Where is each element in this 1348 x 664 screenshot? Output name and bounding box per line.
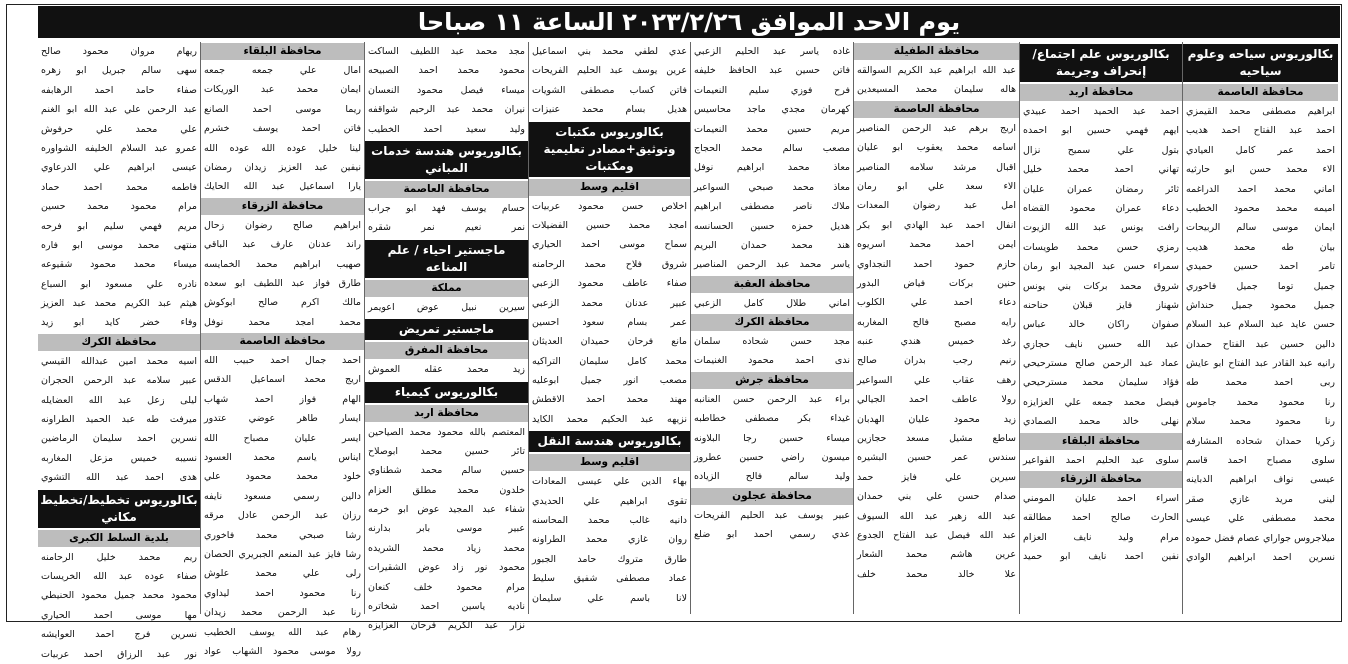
name-entry: صدام حسن علي بني حمدان [857, 491, 1016, 503]
name-entry: ربى احمد محمد طه [1186, 377, 1335, 389]
region-heading: محافظة الزرقاء [1020, 471, 1182, 488]
region-heading: محافظة عجلون [691, 488, 853, 505]
region-heading: محافظة العاصمة [365, 181, 528, 198]
name-entry: عمر بسام سعود احسين [532, 316, 687, 328]
name-entry: ليلى زعل عبد الله العضايله [41, 394, 197, 406]
name-entry: الحارث صالح احمد مطالقه [1023, 512, 1179, 524]
name-entry: انفال احمد عبد الهادي ابو بكر [857, 219, 1016, 231]
name-entry: دالين رسمي مسعود نايفه [204, 490, 361, 502]
name-entry: مهند محمد احمد الاقطش [532, 394, 687, 406]
name-entry: عيسى نواف ابراهيم الدباينه [1186, 474, 1335, 486]
section-heading: بكالوريوس هندسة خدمات المباني [365, 141, 528, 179]
name-entry: مرام وليد نايف العزام [1023, 531, 1179, 543]
name-entry: رنيم رجب بدران صالح [857, 355, 1016, 367]
name-entry: سماح موسى احمد الحياري [532, 239, 687, 251]
name-entry: عبد الله حسين نايف حجازي [1023, 338, 1179, 350]
section-heading: ماجستير تمريض [365, 319, 528, 340]
name-entry: حسن عايد عبد السلام عبد السلام [1186, 319, 1335, 331]
name-entry: فيصل محمد جمعه علي العزايزه [1023, 396, 1179, 408]
column-8 [38, 42, 200, 660]
name-entry: محمود نور زاد عوض الشقيرات [368, 562, 525, 574]
name-entry: اريج برهم عبد الرحمن المناصير [857, 122, 1016, 134]
name-entry: دالين حسين عبد الفتاح حمدان [1186, 338, 1335, 350]
name-entry: عبد الرحمن علي عبد الله ابو الغنم [41, 104, 197, 116]
name-entry: صفوان راكان خالد عباس [1023, 319, 1179, 331]
name-entry: الاء محمد حسن ابو حارثيه [1186, 164, 1335, 176]
name-entry: ابراهيم صالح رضوان زحال [204, 219, 361, 231]
name-entry: ابراهيم مصطفى محمد القيمزي [1186, 106, 1335, 117]
name-entry: عماد مصطفى شفيق سليط [532, 573, 687, 585]
name-entry: امل عبد رضوان المعدات [857, 200, 1016, 212]
name-entry: وفاء خضر كايد ابو زيد [41, 317, 197, 329]
name-entry: اسامه محمد يعقوب ابو عليان [857, 142, 1016, 154]
name-entry: ناديه ياسين احمد شخاتره [368, 601, 525, 613]
name-entry: هديل حمزه حسين الحسانسه [694, 220, 850, 232]
name-entry: محمد امجد محمد نوفل [204, 316, 361, 328]
page-title: يوم الاحد الموافق ٢٠٢٣/٢/٢٦ الساعة ١١ صباحا [38, 6, 1340, 38]
name-entry: رنا محمود محمد جاموس [1186, 396, 1335, 408]
region-heading: محافظة العاصمة [854, 101, 1019, 118]
name-entry: سمراء حسن عبد المجيد ابو رمان [1023, 261, 1179, 273]
name-entry: نزار عبد الكريم فرحان العزايزه [368, 620, 525, 632]
name-entry: هديل بسام محمد عنيزات [532, 104, 687, 116]
name-entry: مالك اكرم صالح ابوكوش [204, 297, 361, 309]
name-entry: ميلاجروس جواراي عصام فضل حموده [1185, 532, 1335, 544]
region-heading: اقليم وسط [529, 454, 690, 471]
name-entry: نادره علي مسعود ابو السباع [41, 278, 197, 290]
name-entry: عرين يوسف عبد الحليم الفريحات [532, 65, 687, 77]
name-entry: اميمه محمد محمود الخطيب [1186, 202, 1335, 214]
name-entry: عبد الله فيصل عبد الفتاح الجدوع [857, 529, 1016, 541]
column-3 [853, 42, 1019, 614]
name-entry: عمرو عبد السلام الخليفه الشواوره [41, 142, 197, 154]
name-entry: طارق فواز عبد اللطيف ابو سعده [204, 277, 361, 289]
name-entry: حنين بركات فياض البدور [857, 277, 1016, 289]
name-entry: رنا محمود محمد سلام [1186, 416, 1335, 428]
name-entry: مصعب سالم محمد الحجاج [694, 142, 850, 154]
name-entry: محمود محمد احمد الصبيحه [368, 65, 525, 77]
name-entry: المعتصم بالله محمود محمد الصياحين [368, 426, 525, 438]
name-entry: اماني محمد احمد الدراغمه [1186, 183, 1335, 195]
name-entry: مجد حسن شحاده سلمان [694, 336, 850, 348]
name-entry: بتول علي سميح نزال [1023, 144, 1179, 156]
name-entry: دانيه غالب محمد المحاسنه [532, 515, 687, 527]
name-entry: عرين هاشم محمد الشعار [857, 549, 1016, 561]
name-entry: تائر حسين محمد ابوصلاح [368, 445, 525, 457]
region-heading: مملكة [365, 280, 528, 297]
name-entry: تامر احمد حسين حميدي [1186, 261, 1335, 273]
name-entry: نسيبه خميس مزعل المغاربه [41, 452, 197, 464]
region-heading: محافظة المفرق [365, 342, 528, 359]
name-entry: رمزي حسن محمد طويسات [1023, 241, 1179, 253]
name-entry: امجد محمد حسين الفضيلات [532, 219, 687, 231]
name-entry: احمد عبد الحميد احمد عبيدي [1023, 106, 1179, 117]
name-entry: ايمن احمد محمد اسريوه [857, 239, 1016, 251]
name-entry: محمود محمد جميل محمود الحنيطي [41, 590, 197, 602]
region-heading: محافظة اربد [1020, 84, 1182, 101]
name-entry: اسيه محمد امين عبدالله القيسي [41, 355, 197, 367]
region-heading: محافظة الطفيلة [854, 43, 1019, 60]
name-entry: هاله سليمان محمد المسيعدين [857, 84, 1016, 96]
name-entry: نزيهه عبد الحكيم محمد الكايد [532, 413, 687, 425]
name-entry: غيداء بكر مصطفى خطاطبه [694, 413, 850, 425]
name-entry: لينى مريد غازي صقر [1186, 493, 1335, 505]
name-entry: وليد سعيد احمد الخطيب [368, 123, 525, 135]
name-entry: ندى احمد محمود الغنيمات [694, 355, 850, 367]
name-entry: رنا محمود احمد ليداوي [204, 587, 361, 599]
name-entry: عبد الله زهير عبد الله السيوف [857, 510, 1016, 522]
name-entry: فرح فوزي سليم النعيمات [694, 84, 850, 96]
name-entry: رغد خميس هندي عنبه [857, 336, 1016, 348]
name-entry: سلوى مصباح احمد قاسم [1186, 455, 1335, 467]
name-entry: ايمان موسى سالم الربيحات [1186, 222, 1335, 234]
name-entry: ساطع مشيل مسعد حجازين [857, 433, 1016, 445]
name-entry: رنا عبد الرحمن محمد زيدان [204, 607, 361, 619]
name-entry: عماد عبد الرحمن صالح مسترحيحي [1023, 358, 1179, 370]
name-entry: دعاء عمران محمود القضاه [1023, 202, 1179, 214]
name-entry: غاده ياسر عبد الحليم الزعبي [694, 46, 850, 57]
name-entry: تقوى ابراهيم علي الحديدي [532, 495, 687, 507]
name-entry: ملاك ناصر مصطفى ابراهيم [694, 201, 850, 213]
name-entry: اسراء احمد عليان المومني [1023, 493, 1179, 505]
name-entry: بيان طه محمد هديب [1186, 241, 1335, 253]
section-heading: بكالوريوس كيمياء [365, 382, 528, 403]
name-entry: مجد محمد عبد اللطيف الساكت [368, 46, 525, 57]
name-entry: رشا فايز عبد المنعم الجبريري الحصان [204, 548, 361, 560]
name-entry: لينا خليل عوده الله عوده الله [204, 142, 361, 154]
name-entry: ريم محمد خليل الرحامنه [41, 551, 197, 563]
name-entry: شهناز فايز قبلان حناحنه [1023, 299, 1179, 311]
name-entry: عدي رسمي احمد ابو ضلع [694, 529, 850, 541]
name-entry: ايناس ياسم محمد العسود [204, 452, 361, 464]
name-entry: ميساء حسين رجا البلاونه [694, 432, 850, 444]
name-entry: دعاء احمد علي الكلوب [857, 297, 1016, 309]
name-entry: اريج محمد اسماعيل الدقس [204, 374, 361, 386]
name-entry: معاذ محمد صبحي السواعير [694, 181, 850, 193]
section-heading: ماجستير احياء / علم المناعه [365, 240, 528, 278]
region-heading: محافظة البلقاء [201, 43, 364, 60]
name-entry: شروق محمد بركات بني يونس [1023, 280, 1179, 292]
name-entry: كهرمان مجدي ماجد محاسيس [694, 104, 850, 116]
name-entry: عبير موسى بابر بدارنه [368, 523, 525, 535]
column-2 [1019, 42, 1182, 614]
name-entry: مريم حسين محمد النعيمات [694, 123, 850, 135]
name-entry: علي محمد علي حرفوش [41, 123, 197, 135]
name-entry: ميسون راضي حسين عطروز [694, 452, 850, 464]
name-entry: حسام يوسف فهد ابو جراب [368, 202, 525, 214]
region-heading: محافظة الكرك [38, 334, 200, 351]
name-entry: نفين احمد نايف ابو حميد [1023, 551, 1179, 563]
name-entry: صهيب ابراهيم محمد الخمايسه [204, 258, 361, 270]
name-entry: فاتن احمد يوسف خشرم [204, 123, 361, 135]
name-entry: سهى سالم جبريل ابو زهره [41, 65, 197, 77]
name-entry: يارا اسماعيل عبد الله الحايك [204, 181, 361, 193]
name-entry: مريم فهمي سليم ابو فرحه [41, 220, 197, 232]
name-entry: رانيه عبد القادر عبد الفتاح ابو عايش [1186, 358, 1335, 370]
name-entry: جميل محمود جميل حنداش [1186, 299, 1335, 311]
name-entry: اماني طلال كامل الزعبي [694, 297, 850, 309]
name-entry: نسرين فرج احمد العوايشه [41, 629, 197, 641]
name-entry: ايسار طاهر عوضي عتدور [204, 413, 361, 425]
name-entry: منتهى محمد موسى ابو فاره [41, 239, 197, 251]
name-entry: زيد محمد عقله العموش [368, 364, 525, 376]
name-entry: تهاني احمد محمد خليل [1023, 164, 1179, 176]
name-entry: احمد عبد الفتاح احمد هديب [1186, 125, 1335, 137]
name-entry: الهام فواز احمد شهاب [204, 393, 361, 405]
name-entry: رايه مصبح فالح المغاربه [857, 316, 1016, 328]
name-entry: مرام محمود خلف كنعان [368, 581, 525, 593]
column-5 [528, 42, 690, 614]
region-heading: محافظة اربد [365, 405, 528, 422]
name-entry: ريهام مروان محمود صالح [41, 46, 197, 57]
name-entry: عبير سلامه عبد الرحمن الحجران [41, 375, 197, 387]
name-entry: رهام عبد الله يوسف الخطيب [204, 626, 361, 638]
column-1 [1182, 42, 1338, 614]
name-entry: نيران محمد عبد الرحيم شواقفه [368, 104, 525, 116]
name-entry: فاطمه محمد احمد حماد [41, 181, 197, 193]
name-entry: رلى علي محمد علوش [204, 568, 361, 580]
name-entry: معاذ محمد ابراهيم نوفل [694, 162, 850, 174]
name-entry: هند محمد حمدان البريم [694, 239, 850, 251]
region-heading: محافظة الزرقاء [201, 198, 364, 215]
name-entry: صفاء عاطف محمود الزعبي [532, 278, 687, 290]
name-entry: مرام محمود محمد حسين [41, 201, 197, 213]
region-heading: محافظة جرش [691, 372, 853, 389]
name-entry: شفاء عبد المجيد عوض ابو خرمه [368, 504, 525, 516]
name-entry: وليد سالم فالح الزياده [694, 471, 850, 483]
name-entry: راند عدنان عارف عبد الباقي [204, 239, 361, 251]
region-heading: محافظة العاصمة [1183, 84, 1338, 101]
name-entry: سندس عمر حسين البشيره [857, 452, 1016, 464]
column-4 [690, 42, 853, 614]
name-entry: ثائر رمضان عمران عليان [1023, 183, 1179, 195]
name-entry: فاتن كساب مصطفى الشويات [532, 84, 687, 96]
name-entry: محمد مصطفى علي عيسى [1186, 513, 1335, 525]
section-heading: بكالوريوس تخطيط/تخطيط مكاني [38, 490, 200, 528]
name-entry: حسين سالم محمد شطناوي [368, 465, 525, 477]
name-entry: محمد كامل سليمان التراكيه [532, 355, 687, 367]
name-entry: سلوى عبد الحليم احمد الفواعير [1023, 454, 1179, 466]
name-entry: الاء سعد علي ابو رمان [857, 180, 1016, 192]
name-entry: ميرفت طه عبد الحميد الطراونه [41, 414, 197, 426]
name-entry: عبير عدنان محمد الزعبي [532, 297, 687, 309]
name-entry: سيرين نبيل عوض اعويمر [368, 301, 525, 313]
region-heading: محافظة العاصمة [201, 333, 364, 350]
section-heading: بكالوريوس هندسة النقل [529, 431, 690, 452]
name-entry: نور عبد الرزاق احمد عربيات [41, 648, 197, 660]
name-entry: نمر نعيم نمر شقره [368, 222, 525, 234]
region-heading: بلدية السلط الكبرى [38, 530, 200, 547]
name-entry: ايسر عليان مصباح الله [204, 432, 361, 444]
name-entry: عيسى ابراهيم علي الدرعاوي [41, 162, 197, 174]
name-entry: فؤاد سليمان محمد مسترحيحي [1023, 377, 1179, 389]
region-heading: محافظة البلقاء [1020, 433, 1182, 450]
name-entry: احمد عمر كامل العيادي [1186, 144, 1335, 156]
name-entry: ميساء محمد محمود شقيوعه [41, 259, 197, 271]
name-entry: علا خالد محمد خلف [857, 568, 1016, 580]
name-entry: ايهم فهمي حسين ابو احمده [1023, 125, 1179, 137]
name-entry: اخلاص حسن محمود عربيات [532, 200, 687, 212]
name-entry: لانا باسم علي سليمان [532, 592, 687, 604]
name-entry: روان غازي محمد الطراونه [532, 534, 687, 546]
section-heading: بكالوريوس مكتبات وتوثيق+مصادر تعليمية ومكتبات [529, 122, 690, 177]
column-6 [364, 42, 528, 632]
column-7 [200, 42, 364, 657]
name-entry: خلدون محمد مطلق العزام [368, 484, 525, 496]
name-entry: نسرين احمد ابراهيم الوادي [1186, 551, 1335, 563]
name-entry: رهف عقاب علي السواعير [857, 374, 1016, 386]
name-entry: رافت يونس عبد الله الزيوت [1023, 222, 1179, 234]
name-entry: امال علي جمعه جمعه [204, 65, 361, 76]
name-entry: شروق فلاح محمد الرحامنه [532, 258, 687, 270]
name-entry: احمد جمال احمد حبيب الله [204, 355, 361, 367]
name-entry: صفاء عوده عبد الله الخريسات [41, 570, 197, 582]
name-entry: جميل توما جميل فاخوري [1186, 280, 1335, 292]
region-heading: اقليم وسط [529, 179, 690, 196]
section-heading: بكالوريوس سياحه وعلوم سياحيه [1183, 44, 1338, 82]
name-entry: هدى احمد عبد الله التشوي [41, 472, 197, 484]
name-entry: خلود محمد محمود علي [204, 471, 361, 483]
region-heading: محافظة الكرك [691, 314, 853, 331]
name-entry: ياسر محمد عبد الرحمن المناصير [694, 259, 850, 271]
name-entry: فاتن حسين عبد الحافظ خليفه [694, 65, 850, 77]
name-entry: رولا عاطف احمد الجيالي [857, 394, 1016, 406]
name-entry: رولا موسى محمود الشهاب عواد [204, 645, 361, 657]
name-entry: عدي لطفي محمد بني اسماعيل [532, 46, 687, 57]
name-entry: نهلى خالد محمد الصمادي [1023, 416, 1179, 428]
name-entry: نسرين احمد سليمان الرماضين [41, 433, 197, 445]
name-entry: زيد محمود عليان الهدبان [857, 413, 1016, 425]
name-entry: اقبال مرشد سلامه المناصير [857, 161, 1016, 173]
name-entry: هيثم عبد الكريم محمد عبد العزيز [41, 298, 197, 310]
name-entry: ميساء فيصل محمود النعسان [368, 84, 525, 96]
name-entry: طارق متروك حامد الجبور [532, 553, 687, 565]
name-entry: بهاء الدين علي عيسى المعادات [532, 476, 687, 488]
name-entry: رزان عبد الرحمن عادل مرقه [204, 510, 361, 522]
name-entry: زكريا حمدان شحاده المشارفه [1186, 435, 1335, 447]
name-entry: رشا صبحي محمد فاخوري [204, 529, 361, 541]
region-heading: محافظة العقبة [691, 276, 853, 293]
name-entry: مصعب انور جميل ابوعليه [532, 375, 687, 387]
name-entry: ريما موسى احمد الصانع [204, 103, 361, 115]
name-entry: مها موسى احمد الحياري [41, 609, 197, 621]
name-entry: حازم حمود احمد النجداوي [857, 258, 1016, 270]
section-heading: بكالوريوس علم اجتماع/ إنحراف وجريمة [1020, 44, 1182, 82]
name-entry: محمد زياد محمد الشريده [368, 542, 525, 554]
name-entry: صفاء حامد احمد الرهابفه [41, 84, 197, 96]
name-entry: ايمان محمد عبد الوريكات [204, 84, 361, 96]
name-entry: براء عبد الرحمن حسن العنانبه [694, 393, 850, 405]
name-entry: عبير يوسف عبد الحليم الفريحات [694, 509, 850, 521]
name-entry: نيفين عبد العزيز زيدان رمضان [204, 161, 361, 173]
name-entry: مانع فرحان حميدان العديثان [532, 336, 687, 348]
name-entry: سيرين علي فايز حمد [857, 471, 1016, 483]
name-entry: عبد الله ابراهيم عبد الكريم السوالقه [857, 65, 1016, 76]
